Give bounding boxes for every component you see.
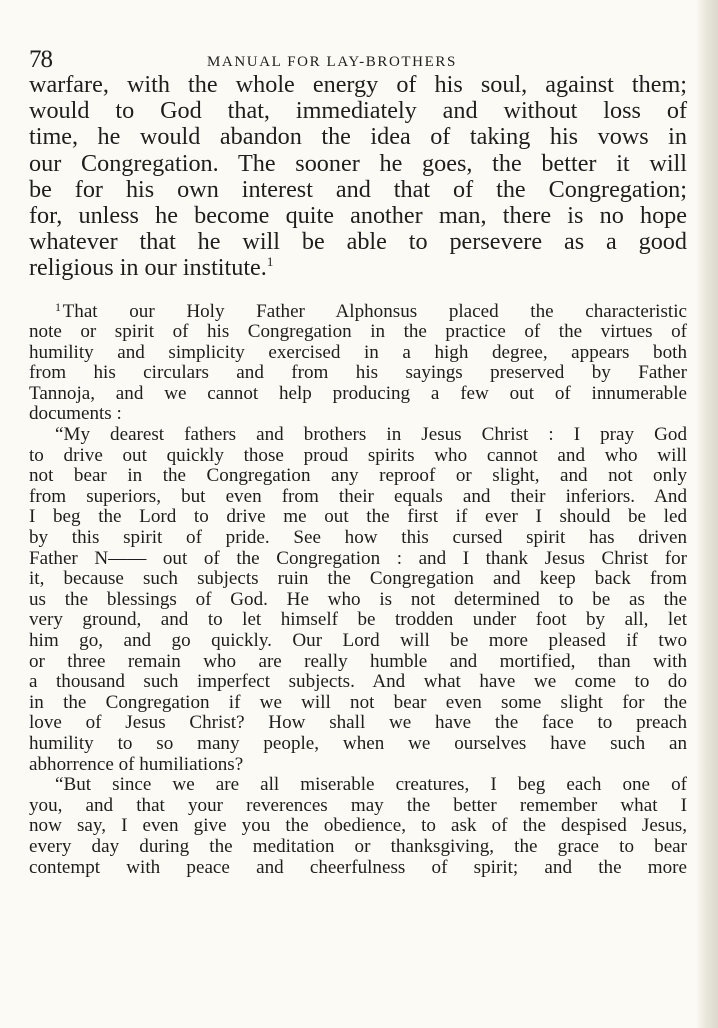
footnote-line: him go, and go quickly. Our Lord will be more pleased if two [29,630,687,651]
footnote-paragraph [29,299,687,426]
text-line: religious in our institute.$^1$ [29,254,274,282]
footnote-marker: 1 [55,299,61,314]
footnote-line: humility to so many people, when we ourselves have such an [29,732,687,754]
footnote-line: now say, I even give you the obedience, to ask of the despised Jesus, [29,815,687,837]
footnote-line: contempt with peace and cheerfulness of spirit; and the more [29,856,687,878]
running-head: MANUAL FOR LAY-BROTHERS [207,54,457,70]
footnote-line: note or spirit of his Congregation in the practice of the virtues of [29,321,687,343]
footnote-line: documents : [29,403,122,425]
page-header [27,40,687,72]
page-number: 78 [29,46,52,73]
footnote-line: every day during the meditation or thanksgiving, the grace to bear [29,835,687,857]
footnote-line: love of Jesus Christ? How shall we have the face to preach [29,712,687,734]
text-line: for, unless he become quite another man, there is no hope [29,201,687,229]
footnote-reference: 1 [266,254,274,270]
book-page [27,40,687,878]
footnote-line: you, and that your reverences may the better remember what I [29,794,687,816]
footnote [27,299,687,879]
footnote-line: by this spirit of pride. See how this cursed spirit has driven [29,527,687,549]
footnote-line: to drive out quickly those proud spirits who cannot and who will [29,444,687,466]
footnote-line: us the blessings of God. He who is not determined to be as the [29,588,687,610]
footnote-line: Tannoja, and we cannot help producing a few out of innumerable [29,382,687,404]
footnote-line: a thousand such imperfect subjects. And what have we come to do [29,671,687,693]
text-line: warfare, with the whole energy of his soul, against them; [29,71,687,98]
footnote-line: very ground, and to let himself be trodden under foot by all, let [29,609,687,631]
footnote-line: abhorrence of humiliations? [29,753,244,775]
page-edge-shadow [696,0,718,1028]
footnote-line: Father N—— out of the Congregation : and I thank Jesus Christ for [29,547,687,569]
text-line: be for his own interest and that of the Congregation; [29,175,687,203]
footnote-paragraph [29,775,687,878]
text-line: whatever that he will be able to persevere as a good [29,228,687,256]
footnote-line: from his circulars and from his sayings preserved by Father [29,362,687,384]
footnote-line: $^1$ That our Holy Father Alphonsus placed the characteristic [55,299,687,322]
footnote-line: “But since we are all miserable creatures, I beg each one of [55,774,687,796]
footnote-line: in the Congregation if we will not bear even some slight for the [29,691,687,713]
footnote-line: from superiors, but even from their equals and their inferiors. And [29,485,687,507]
footnote-line: it, because such subjects ruin the Congregation and keep back from [29,568,687,590]
main-text [27,72,687,282]
footnote-line: or three remain who are really humble and mortified, than with [29,650,687,672]
footnote-line: I beg the Lord to drive me out the first if ever I should be led [29,506,687,528]
text-line: our Congregation. The sooner he goes, the better it will [29,149,687,177]
text-line: would to God that, immediately and without loss of [29,97,687,125]
footnote-paragraph [29,425,687,775]
footnote-line: not bear in the Congregation any reproof or slight, and not only [29,465,687,487]
text-line: time, he would abandon the idea of taking his vows in [29,123,687,151]
footnote-line: “My dearest fathers and brothers in Jesus Christ : I pray God [55,424,687,446]
footnote-line: humility and simplicity exercised in a high degree, appears both [29,341,687,363]
